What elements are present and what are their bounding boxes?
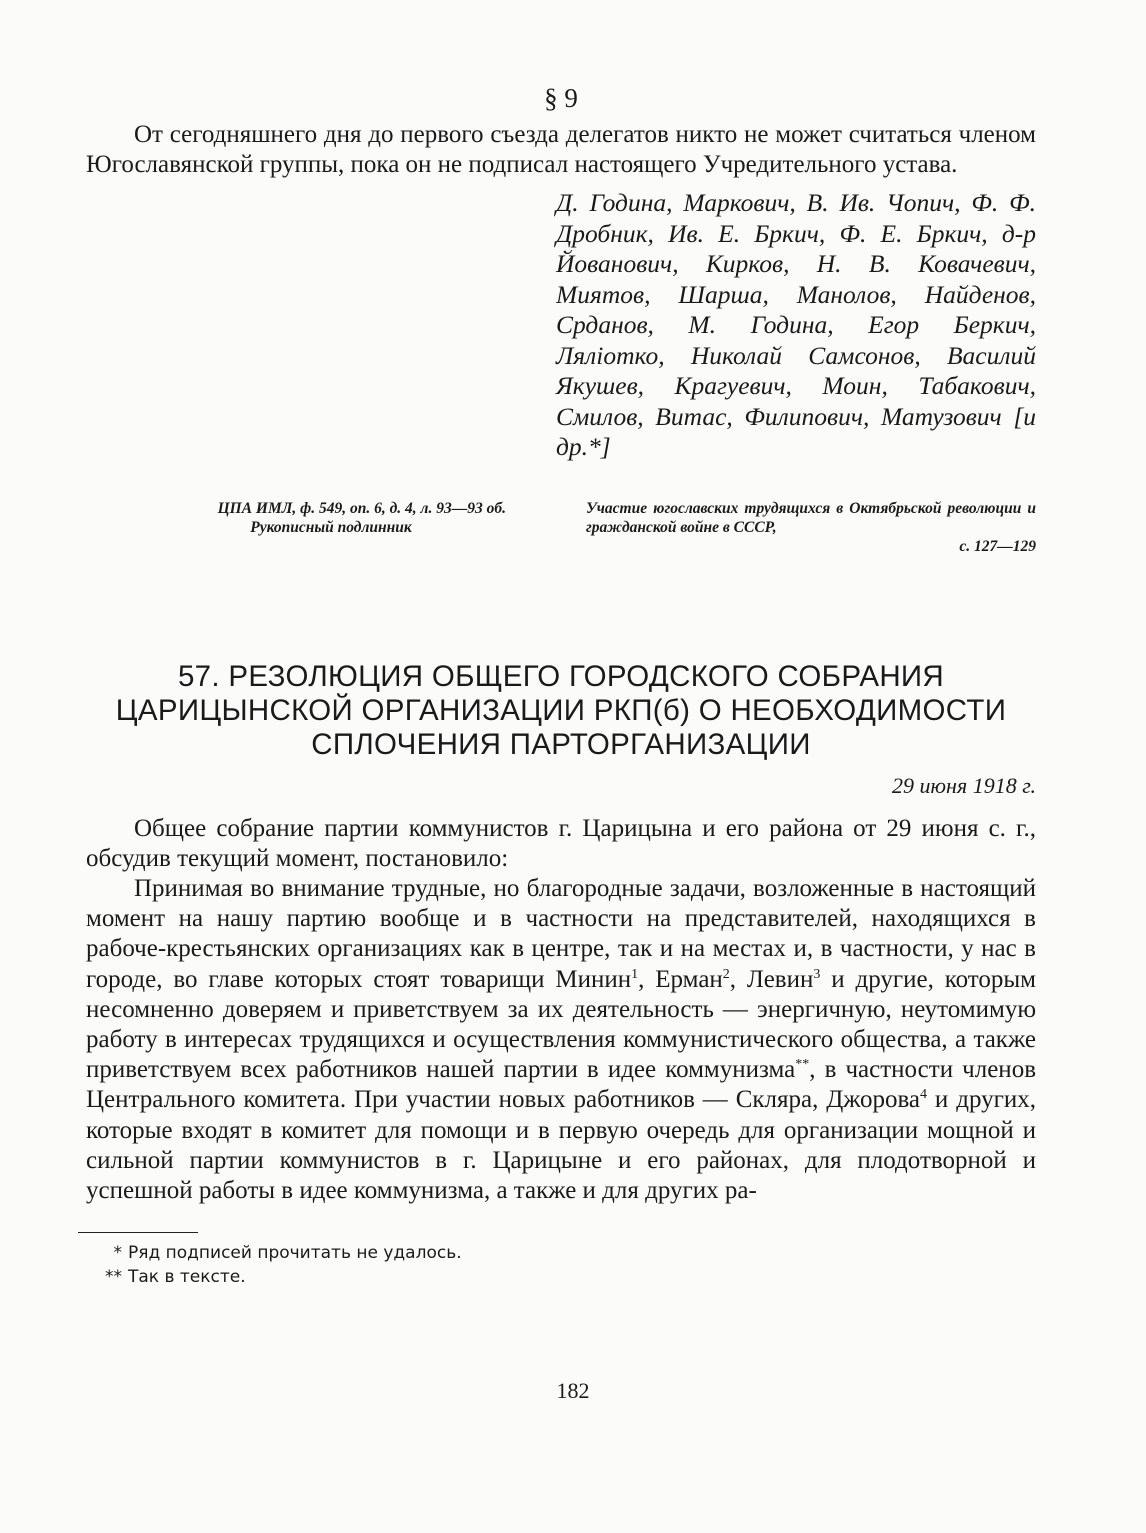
section-heading: § 9 [544,83,578,113]
publication-title: Участие югославских трудящихся в Октябрьской революции и гражданской войне в СССР, [586,499,1036,536]
footnote-text: Ряд подписей прочитать не удалось. [128,1243,462,1264]
body-paragraph: Общее собрание партии коммунистов г. Царицына и его района от 29 июня с. г., обсудив текущий момент, постановило: [86,814,1036,872]
signatories-list: Д. Година, Маркович, В. Ив. Чопич, Ф. Ф. Дробник, Ив. Е. Бркич, Ф. Е. Бркич, д-р Йованович, Кирков, Н. В. Ковачевич, Миятов, Шарша, Манолов, Найденов, Срданов, М. Година, Егор Беркич, Ляліотко, Николай Самсонов, Василий Якушев, Крагуевич, Моин, Табакович, Смилов, Витас, Филипович, Матузович [и др.*] [556,188,1036,461]
body-paragraph [86,874,1036,1206]
footnote-divider [78,1232,198,1233]
footnote [86,1265,1036,1289]
footnote-ref: 1 [631,966,639,982]
document-title [86,660,1036,762]
page [86,82,1036,1289]
source-block [86,499,1036,556]
text-run: и другие, которым несомненно доверяем и приветствуем за их деятельность — энергичную, неутомимую работу в интересах трудящихся и осуществления коммунистического общества, а также приветствуем всех работников нашей партии в идее коммунизма [86,965,1036,1084]
text-run: Принимая во внимание трудные, но благородные задачи, возложенные в настоящий момент на нашу партию вообще и в частности на представителей, находящихся в рабоче-крестьянских организациях как в центре, так и на местах и, в частности, у нас в городе, во главе которых стоят товарищи Минин [86,874,1036,993]
document-date: 29 июня 1918 г. [892,772,1036,798]
page-number: 182 [556,1378,590,1403]
text-run: , Левин [729,965,814,993]
text-run: , в частности членов Центрального комитета. При участии новых работников — Скляра, Джорова [86,1056,1036,1114]
archive-line: ЦПА ИМЛ, ф. 549, оп. 6, д. 4, л. 93—93 об. [217,499,506,517]
text-run: , Ерман [638,965,723,993]
title-line: 57. РЕЗОЛЮЦИЯ ОБЩЕГО ГОРОДСКОГО СОБРАНИЯ [177,659,945,693]
footnote-mark: ** [105,1267,122,1288]
publication-pages: с. 127—129 [959,537,1036,555]
footnote-mark: * [113,1243,122,1264]
footnote-ref: ** [795,1057,810,1073]
clause-paragraph: От сегодняшнего дня до первого съезда делегатов никто не может считаться членом Югославянской группы, пока он не подписал настоящего Учредительного устава. [86,121,1036,178]
title-line: ЦАРИЦЫНСКОЙ ОРГАНИЗАЦИИ РКП(б) О НЕОБХОДИМОСТИ [115,693,1007,727]
publication-reference [586,499,1036,556]
footnote [86,1241,1036,1265]
footnote-text: Так в тексте. [128,1267,246,1288]
text-run: и других, которые входят в комитет для помощи и в первую очередь для организации мощной и сильной партии коммунистов в г. Царицыне и его районах, для плодотворной и успешной работы в идее коммунизма, а также и для других ра- [86,1086,1036,1204]
archive-type: Рукописный подлинник [250,518,412,536]
document-body [86,814,1036,1207]
title-line: СПЛОЧЕНИЯ ПАРТОРГАНИЗАЦИИ [311,727,811,761]
archive-reference [86,499,506,556]
footnote-ref: 4 [920,1087,928,1103]
footnote-ref: 2 [722,966,730,982]
footnote-ref: 3 [813,966,821,982]
